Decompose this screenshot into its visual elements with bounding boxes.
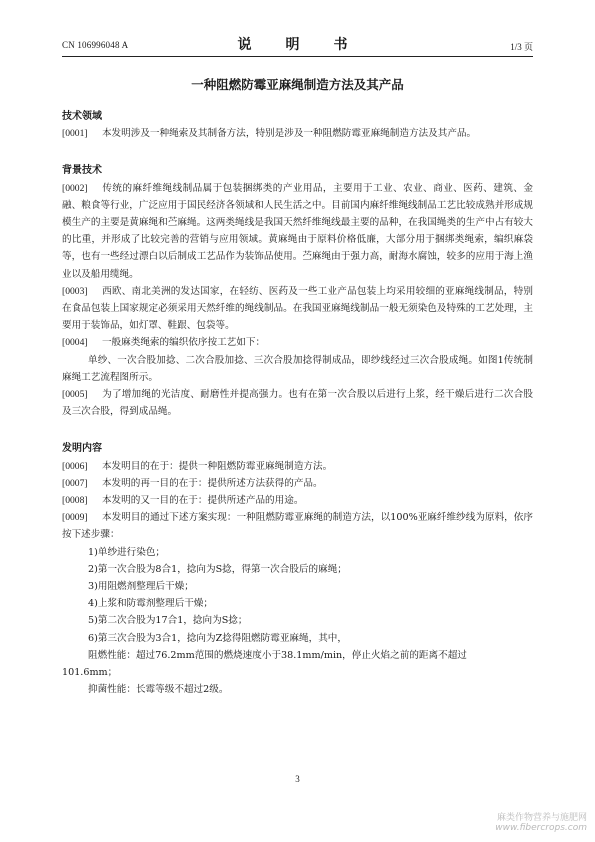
paragraph-0002 bbox=[62, 180, 533, 283]
paragraph-text: 本发明的再一目的在于：提供所述方法获得的产品。 bbox=[101, 477, 323, 489]
paragraph-text: 本发明目的在于：提供一种阻燃防霉亚麻绳制造方法。 bbox=[101, 460, 333, 472]
paragraph-0005 bbox=[62, 386, 533, 420]
paragraph-tag: [0001] bbox=[62, 128, 88, 140]
paragraph-text: 传统的麻纤维绳线制品属于包装捆绑类的产业用品，主要用于工业、农业、商业、医药、建筑、金融、粮食等行业，广泛应用于国民经济各领域和人民生活之中。目前国内麻纤维绳线制品工艺比较成熟并形成规模生产的主要是黄麻绳和苎麻绳。这两类绳线是我国天然纤维绳线最主要的品种，在我国绳类的生产中占有较大的比重，并形成了比较完善的营销与应用领域。黄麻绳由于原料价格低廉，大部分用于捆绑类绳索，编织麻袋等，也有一些经过漂白以后制成工艺品作为装饰品使用。苎麻绳由于强力高，耐海水腐蚀，较多的应用于海上渔业以及船用缆绳。 bbox=[62, 182, 533, 280]
paragraph-0006 bbox=[62, 458, 533, 475]
paragraph-text: 本发明的又一目的在于：提供所述产品的用途。 bbox=[101, 495, 304, 507]
paragraph-0001 bbox=[62, 125, 533, 142]
section-heading-background: 背景技术 bbox=[62, 165, 102, 177]
step-1: 1)单纱进行染色； bbox=[88, 546, 166, 558]
page-indicator: 1/3 页 bbox=[510, 42, 533, 52]
document-number: CN 106996048 A bbox=[62, 40, 129, 50]
header-divider bbox=[62, 56, 533, 57]
step-2: 2)第一次合股为8合1，捻向为S捻，得第一次合股后的麻绳； bbox=[88, 563, 347, 575]
document-body bbox=[62, 108, 533, 699]
paragraph-tag: [0007] bbox=[62, 477, 88, 489]
watermark-site-url: www.fibercrops.com bbox=[495, 823, 587, 833]
flame-retardant-spec-continued: 101.6mm； bbox=[62, 667, 118, 679]
paragraph-text: 一般麻类绳索的编织依序按工艺如下： bbox=[101, 337, 266, 349]
paragraph-tag: [0002] bbox=[62, 182, 88, 194]
paragraph-0008 bbox=[62, 492, 533, 509]
watermark-site-name: 麻类作物营养与施肥网 bbox=[496, 813, 587, 823]
step-5: 5)第二次合股为17合1，捻向为S捻； bbox=[88, 615, 248, 627]
paragraph-text: 为了增加绳的光洁度、耐磨性并提高强力。也有在第一次合股以后进行上浆，经干燥后进行二次合股及三次合股，得到成品绳。 bbox=[62, 389, 533, 418]
antimicrobial-spec: 抑菌性能：长霉等级不超过2级。 bbox=[88, 684, 229, 696]
paragraph-tag: [0009] bbox=[62, 512, 88, 524]
paragraph-tag: [0005] bbox=[62, 389, 88, 401]
paragraph-0003 bbox=[62, 283, 533, 335]
paragraph-0009 bbox=[62, 509, 533, 543]
section-heading-tech-field: 技术领域 bbox=[62, 111, 102, 122]
page-number: 3 bbox=[295, 774, 300, 784]
paragraph-text: 单纱、一次合股加捻、二次合股加捻、三次合股加捻得制成品，即纱线经过三次合股成绳。如图1传统制麻绳工艺流程图所示。 bbox=[62, 354, 533, 383]
paragraph-tag: [0008] bbox=[62, 495, 88, 507]
paragraph-0007 bbox=[62, 475, 533, 492]
paragraph-text: 本发明涉及一种绳索及其制备方法，特别是涉及一种阻燃防霉亚麻绳制造方法及其产品。 bbox=[101, 128, 477, 140]
paragraph-text: 本发明目的通过下述方案实现：一种阻燃防霉亚麻绳的制造方法，以100%亚麻纤维纱线为原料，依序按下述步骤： bbox=[62, 512, 533, 541]
invention-title: 一种阻燃防霉亚麻绳制造方法及其产品 bbox=[191, 77, 404, 92]
paragraph-tag: [0004] bbox=[62, 337, 88, 349]
step-4: 4)上浆和防霉剂整理后干燥； bbox=[88, 598, 213, 610]
flame-retardant-spec: 阻燃性能：超过76.2mm范围的燃烧速度小于38.1mm/min，停止火焰之前的距离不超过 bbox=[88, 649, 467, 661]
paragraph-0004 bbox=[62, 334, 533, 351]
document-type-title: 说 明 书 bbox=[237, 37, 358, 53]
paragraph-tag: [0006] bbox=[62, 460, 88, 472]
paragraph-0004-continued bbox=[62, 352, 533, 386]
section-heading-content: 发明内容 bbox=[62, 443, 102, 455]
step-6: 6)第三次合股为3合1，捻向为Z捻得阻燃防霉亚麻绳，其中， bbox=[88, 632, 347, 644]
paragraph-tag: [0003] bbox=[62, 285, 88, 297]
paragraph-text: 西欧、南北美洲的发达国家，在轻纺、医药及一些工业产品包装上均采用较细的亚麻绳线制品，特别在食品包装上国家规定必须采用天然纤维的绳线制品。在我国亚麻绳线制品一般无须染色及特殊的工艺处理，主要用于装饰品，如灯罩、鞋跟、包袋等。 bbox=[62, 285, 533, 332]
step-3: 3)用阻燃剂整理后干燥； bbox=[88, 581, 194, 593]
